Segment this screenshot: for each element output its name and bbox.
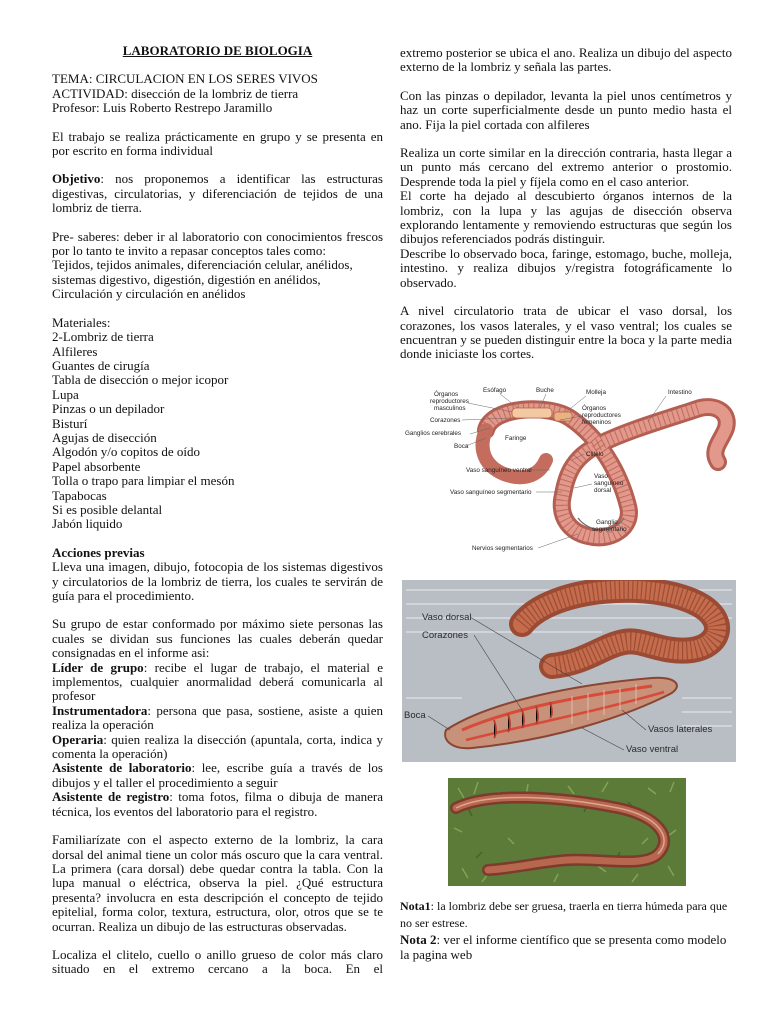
role-item: Líder de grupo: recibe el lugar de trabajo, el material e implementos, cualquier anormalidad deberá comunicarla al profesor [52,659,383,704]
objetivo-paragraph: Objetivo: nos proponemos a identificar las estructuras digestivas, circulatorias, y diferenciación de tejidos de una lombriz de tierra. [52,171,383,216]
label-vaso-dorsal-2: sanguíneo [594,480,624,487]
grupo-paragraph: Su grupo de estar conformado por máximo siete personas las cuales se dividan sus funciones las cuales deberán quedar consignadas en el informe asi: [52,616,383,661]
localiza-paragraph: Localiza el clitelo, cuello o anillo grueso de color más claro situado en el extremo cercano a la boca. En el [52,946,383,977]
presaberes-line: sistemas digestivo, digestión, digestión en anélidos, [52,271,321,287]
notes-block [400,898,734,962]
internal-organs [512,408,552,418]
label-ganglio-seg-1: Ganglio [596,519,618,526]
paragraph-pinzas: Con las pinzas o depilador, levanta la piel unos centímetros y haz un corte superficialmente desde un punto medio hasta el ano. Fija la piel cortada con alfileres [400,87,732,132]
paragraph-describe: Describe lo observado boca, faringe, estomago, buche, molleja, intestino. y realiza dibujos y/registra fotográficamente lo observado. [400,245,732,290]
nota-2: Nota 2: ver el informe científico que se presenta como modelo la pagina web [400,932,727,962]
acciones-heading: Acciones previas [52,544,145,560]
material-item: Algodón y/o copitos de oído [52,444,201,460]
materiales-list [52,330,383,532]
paragraph-descubierto: El corte ha dejado al descubierto órganos internos de la lombriz, con la lupa y las agujas de disección observa explorando lentamente y removiendo estructuras que según los dibujos referenciados podrás distinguir. [400,188,732,247]
material-item: Tolla o trapo para limpiar el mesón [52,473,235,489]
label-vaso-ventral: Vaso ventral [626,744,679,755]
label-vaso-dorsal-1: Vaso [594,473,608,480]
earthworm-photo-svg [448,778,686,886]
label-intestino: Intestino [668,389,692,396]
material-item: Tapabocas [52,487,107,503]
label-ganglios: Ganglios cerebrales [405,430,462,437]
right-column [400,46,732,362]
acciones-paragraph: Lleva una imagen, dibujo, fotocopia de los sistemas digestivos y circulatorios de la lombriz de tierra, los cuales te servirán de guía para el procedimiento. [52,559,383,603]
material-item: Pinzas o un depilador [52,401,165,417]
label-vaso-ventral: Vaso sanguíneo ventral [466,467,532,474]
label-corazones: Corazones [430,417,461,424]
presaberes-paragraph: Pre- saberes: deber ir al laboratorio con conocimientos frescos por lo tanto te invito a repasar conceptos tales como: [52,228,383,259]
actividad-line: ACTIVIDAD: disección de la lombriz de tierra [52,85,299,101]
material-item: Bisturí [52,415,88,431]
material-item: Guantes de cirugía [52,357,150,373]
label-esofago: Esófago [483,387,507,394]
label-boca: Boca [454,443,469,450]
page-title: LABORATORIO DE BIOLOGIA [122,43,313,58]
roles-list [52,661,383,819]
role-item: Asistente de registro: toma fotos, filma o dibuja de manera técnica, los eventos del laboratorio para el registro. [52,789,383,819]
circulatory-svg [402,580,736,762]
intro-paragraph: El trabajo se realiza prácticamente en grupo y se presenta en por escrito en forma individual [52,128,383,159]
role-item: Operaria: quien realiza la disección (apuntala, corta, indica y comenta la operación) [52,731,383,762]
earthworm-anatomy-svg [400,378,738,570]
material-item: Tabla de disección o mejor icopor [52,372,229,388]
paragraph-corte: Realiza un corte similar en la dirección contraria, hasta llegar a un punto más cercano del extremo anterior o prostomio. Desprende toda la piel y fíjela como en el caso anterior. [400,145,732,189]
label-vaso-dorsal: Vaso dorsal [422,612,472,623]
left-column [52,44,383,977]
tema-line: TEMA: CIRCULACION EN LOS SERES VIVOS [52,71,318,87]
circulatory-system-illustration [402,580,736,762]
label-organos-masc-3: masculinos [434,405,466,412]
label-organos-masc-2: reproductores [430,398,469,405]
label-faringe: Faringe [505,435,527,442]
label-clitelo: Clitelo [586,451,604,458]
label-organos-fem-1: Órganos [582,405,607,412]
presaberes-line: Tejidos, tejidos animales, diferenciación celular, anélidos, [52,257,353,273]
label-organos-masc-1: Órganos [434,391,459,398]
material-item: Lupa [52,386,79,402]
label-molleja: Molleja [586,389,606,396]
paragraph-circulatorio: A nivel circulatorio trata de ubicar el vaso dorsal, los corazones, los vasos laterales, y el vaso ventral; los cuales se encuentran y se pueden distinguir entre la boca y la parte media donde iniciaste los cortes. [400,303,732,362]
material-item: Si es posible delantal [52,501,163,517]
role-item: Asistente de laboratorio: lee, escribe guía a través de los dibujos y el taller el procedimiento a seguir [52,760,383,790]
materiales-heading: Materiales: [52,314,111,330]
label-vaso-dorsal-3: dorsal [594,487,612,494]
label-organos-fem-3: femeninos [582,419,612,426]
label-nervios: Nervios segmentarios [472,545,533,552]
material-item: Alfileres [52,343,98,359]
label-corazones: Corazones [422,630,468,641]
earthworm-anatomy-diagram [400,378,738,570]
profesor-line: Profesor: Luis Roberto Restrepo Jaramillo [52,100,273,116]
familiarizate-paragraph: Familiarízate con el aspecto externo de la lombriz, la cara dorsal del animal tiene un color más oscuro que la cara ventral. La primera (cara dorsal) debe quedar contra la tabla. Con la lupa manual o eléctrica, observa la piel. ¿Qué estructura presenta? involucra en esta descripción el concepto de tejido epitelial, forma color, textura, estructura, olor, otros que se te ocurran. Realiza un dibujo de las estructuras observadas. [52,832,383,934]
material-item: Jabón liquido [52,516,123,532]
label-boca: Boca [404,710,426,721]
label-vaso-segmentario: Vaso sanguíneo segmentario [450,489,532,496]
role-item: Instrumentadora: persona que pasa, sostiene, asiste a quien realiza la operación [52,702,383,733]
label-organos-fem-2: reproductores [582,412,621,419]
paragraph-ano: extremo posterior se ubica el ano. Realiza un dibujo del aspecto externo de la lombriz y señala las partes. [400,45,732,75]
material-item: 2-Lombriz de tierra [52,329,154,345]
presaberes-line: Circulación y circulación en anélidos [52,286,246,302]
label-buche: Buche [536,387,554,394]
nota-1: Nota1: la lombriz debe ser gruesa, traerla en tierra húmeda para que no ser estrese. [400,899,728,930]
label-vasos-laterales: Vasos laterales [648,724,713,735]
earthworm-photo [448,778,686,886]
label-ganglio-seg-2: segmentario [592,526,627,533]
material-item: Papel absorbente [52,458,141,474]
material-item: Agujas de disección [52,429,157,445]
